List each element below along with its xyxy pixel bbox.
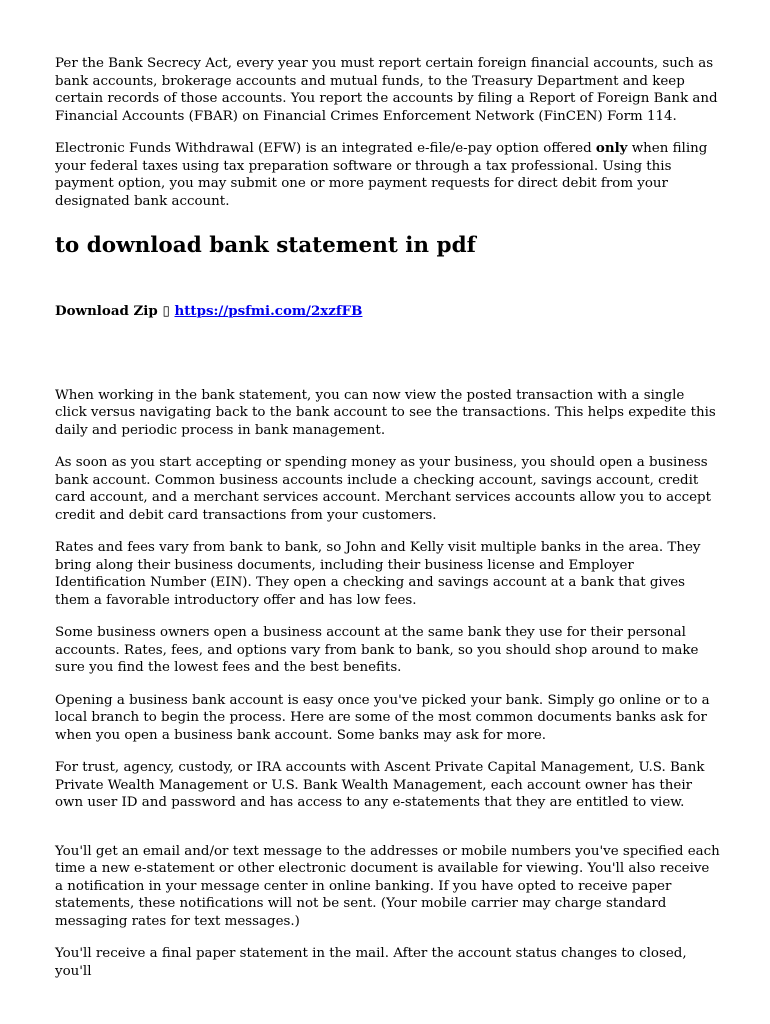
efw-text-before: Electronic Funds Withdrawal (EFW) is an integrated e-file/e-pay option offered (55, 141, 596, 156)
download-label: Download Zip (55, 303, 158, 319)
efw-text-bold: only (595, 140, 628, 156)
missing-glyph-icon: ▯ (162, 303, 170, 319)
document-page (55, 55, 720, 980)
intro-paragraph-fbar: Per the Bank Secrecy Act, every year you must report certain foreign financial accounts, such as bank accounts, brokerage accounts and mutual funds, to the Treasury Department and keep certain records of those accounts. You report the accounts by filing a Report of Foreign Bank and Financial Accounts (FBAR) on Financial Crimes Enforcement Network (FinCEN) Form 114. (55, 56, 718, 124)
body-paragraph-3: Rates and fees vary from bank to bank, so John and Kelly visit multiple banks in the area. They bring along their business documents, including their business license and Employer Identification Number (EIN). They open a checking and savings account at a bank that gives them a favorable introductory offer and has low fees. (55, 540, 701, 608)
body-paragraph-1: When working in the bank statement, you can now view the posted transaction with a single click versus navigating back to the bank account to see the transactions. This helps expedite this daily and periodic process in bank management. (55, 387, 716, 438)
body-paragraph-2: As soon as you start accepting or spending money as your business, you should open a business bank account. Common business accounts include a checking account, savings account, credit card account, and a merchant services account. Merchant services accounts allow you to accept credit and debit card transactions from your customers. (55, 455, 711, 523)
download-link[interactable]: https://psfmi.com/2xzfFB (174, 303, 363, 319)
body-paragraph-8: You'll receive a final paper statement in the mail. After the account status changes to closed, you'll (55, 946, 687, 979)
body-paragraph-4: Some business owners open a business account at the same bank they use for their personal accounts. Rates, fees, and options vary from bank to bank, so you should shop around to make sure you find the lowest fees and the best benefits. (55, 625, 699, 675)
efw-text-after: when filing your federal taxes using tax preparation software or through a tax professional. Using this payment option, you may submit one or more payment requests for direct debit from your designated bank account. (55, 141, 708, 209)
download-line (55, 303, 720, 321)
body-paragraph-7: You'll get an email and/or text message to the addresses or mobile numbers you've specified each time a new e-statement or other electronic document is available for viewing. You'll also receive a notification in your message center in online banking. If you have opted to receive paper statements, these notifications will not be sent. (Your mobile carrier may charge standard messaging rates for text messages.) (55, 843, 720, 929)
body-paragraph-5: Opening a business bank account is easy once you've picked your bank. Simply go online or to a local branch to begin the process. Here are some of the most common documents banks ask for when you open a business bank account. Some banks may ask for more. (55, 692, 710, 743)
body-paragraph-6: For trust, agency, custody, or IRA accounts with Ascent Private Capital Management, U.S. Bank Private Wealth Management or U.S. Bank Wealth Management, each account owner has their own user ID and password and has access to any e-statements that they are entitled to view. (55, 760, 705, 810)
intro-paragraph-efw (55, 140, 720, 210)
page-heading: to download bank statement in pdf (55, 233, 476, 258)
